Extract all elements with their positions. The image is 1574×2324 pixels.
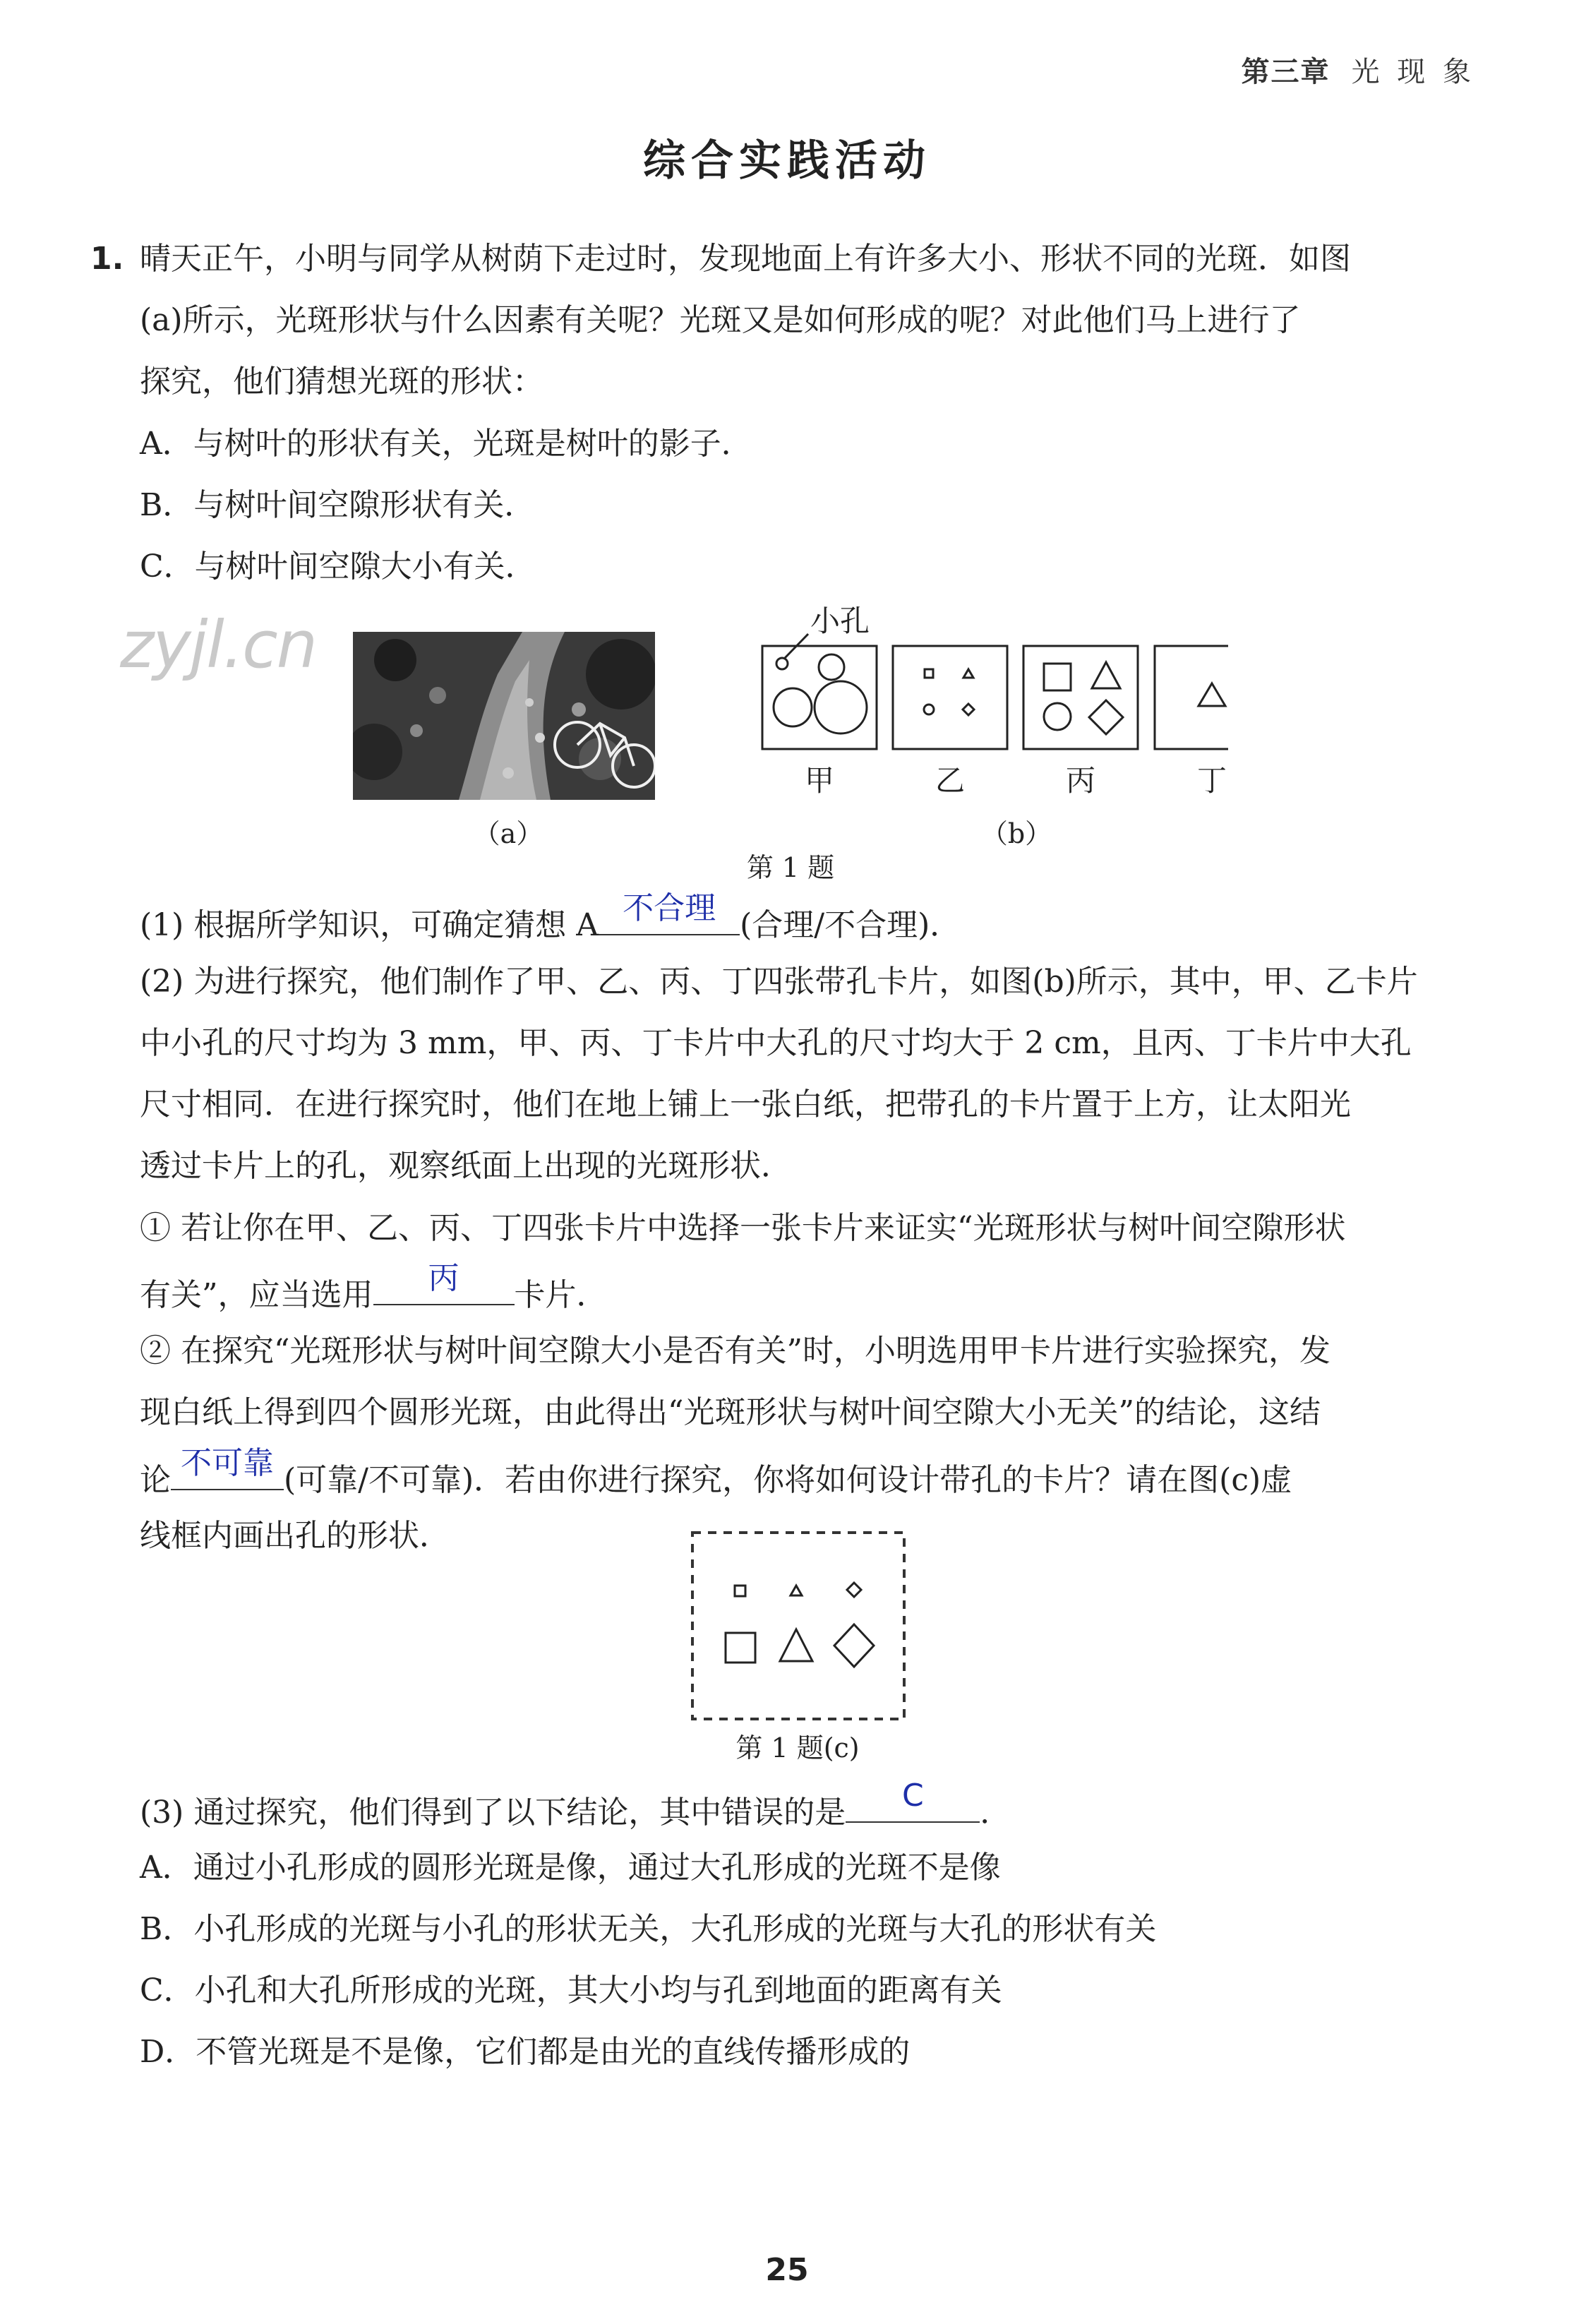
stem-line-3: 探究，他们猜想光斑的形状：: [140, 364, 543, 400]
figure-b-cards: [720, 600, 1228, 805]
stem-line-2: (a)所示，光斑形状与什么因素有关呢？光斑又是如何形成的呢？对此他们马上进行了: [140, 302, 1301, 338]
figure-c-caption: 第 1 题(c): [735, 1732, 860, 1763]
page-title: 综合实践活动: [643, 136, 931, 186]
card-bing: [1023, 646, 1138, 749]
sub2-line-4: 线框内画出孔的形状．: [140, 1518, 450, 1554]
card-label-jia: 甲: [804, 763, 835, 798]
option-b: B．小孔形成的光斑与小孔的形状无关，大孔形成的光斑与大孔的形状有关: [140, 1911, 1157, 1947]
figure-caption: 第 1 题: [746, 852, 835, 883]
card-label-bing: 丙: [1065, 763, 1096, 798]
question-number: 1.: [90, 241, 124, 277]
chapter-label: 第三章: [1241, 56, 1330, 88]
sub1-answer: 丙: [428, 1260, 459, 1296]
card-label-yi: 乙: [935, 763, 966, 798]
figure-b-label: （b）: [980, 818, 1052, 849]
card-label-ding: 丁: [1196, 763, 1227, 798]
part2-line-1: (2) 为进行探究，他们制作了甲、乙、丙、丁四张带孔卡片，如图(b)所示，其中，甲、乙卡片: [140, 964, 1418, 1000]
part2-line-3: 尺寸相同．在进行探究时，他们在地上铺上一张白纸，把带孔的卡片置于上方，让太阳光: [140, 1086, 1351, 1122]
part2-line-2: 中小孔的尺寸均为 3 mm，甲、丙、丁卡片中大孔的尺寸均大于 2 cm，且丙、丁卡片中大孔: [140, 1025, 1412, 1061]
small-hole: [776, 658, 788, 669]
sub2-blank: [171, 1445, 284, 1490]
part1-blank: [599, 890, 740, 935]
sub2-line-1: ② 在探究“光斑形状与树叶间空隙大小是否有关”时，小明选用甲卡片进行实验探究，发: [140, 1333, 1330, 1369]
part3-answer: C: [901, 1778, 924, 1814]
part1-answer: 不合理: [623, 890, 716, 926]
card-ding: [1155, 646, 1228, 749]
part2-line-4: 透过卡片上的孔，观察纸面上出现的光斑形状．: [140, 1148, 792, 1184]
watermark: zyjl.cn: [120, 607, 316, 683]
part1-line: (1) 根据所学知识，可确定猜想 A 不合理 (合理/不合理)．: [140, 899, 961, 947]
option-c: C．小孔和大孔所形成的光斑，其大小均与孔到地面的距离有关: [140, 1972, 1002, 2008]
sub1-line-1: ① 若让你在甲、乙、丙、丁四张卡片中选择一张卡片来证实“光斑形状与树叶间空隙形状: [140, 1210, 1346, 1246]
card-yi: [893, 646, 1007, 749]
sub2-line-3: 论 不可靠 (可靠/不可靠)．若由你进行探究，你将如何设计带孔的卡片？请在图(c)虚: [140, 1454, 1292, 1502]
sub1-line-2: 有关”，应当选用 丙 卡片．: [140, 1269, 608, 1317]
question-number-row: [90, 238, 124, 280]
sub2-line-2: 现白纸上得到四个圆形光斑，由此得出“光斑形状与树叶间空隙大小无关”的结论，这结: [140, 1394, 1321, 1430]
option-d: D．不管光斑是不是像，它们都是由光的直线传播形成的: [140, 2034, 911, 2070]
part3-line: (3) 通过探究，他们得到了以下结论，其中错误的是 C ．: [140, 1786, 1011, 1834]
option-a: A．通过小孔形成的圆形光斑是像，通过大孔形成的光斑不是像: [140, 1850, 1001, 1886]
hypothesis-b: B．与树叶间空隙形状有关．: [140, 487, 536, 523]
running-header: [1242, 49, 1475, 90]
sub2-answer: 不可靠: [181, 1445, 274, 1481]
figure-a-label: （a）: [473, 818, 543, 849]
topic-label: 光 现 象: [1351, 56, 1475, 88]
hypothesis-a: A．与树叶的形状有关，光斑是树叶的影子．: [140, 426, 752, 462]
sub1-blank: [373, 1260, 515, 1305]
page-number: 25: [765, 2252, 809, 2288]
tree-shade-photo: [353, 632, 655, 800]
part3-blank: [846, 1778, 980, 1823]
hypothesis-c: C．与树叶间空隙大小有关．: [140, 549, 536, 585]
hole-label: 小孔: [810, 604, 870, 638]
stem-line-1: 晴天正午，小明与同学从树荫下走过时，发现地面上有许多大小、形状不同的光斑．如图: [140, 241, 1351, 277]
figure-c-box: [690, 1531, 906, 1721]
